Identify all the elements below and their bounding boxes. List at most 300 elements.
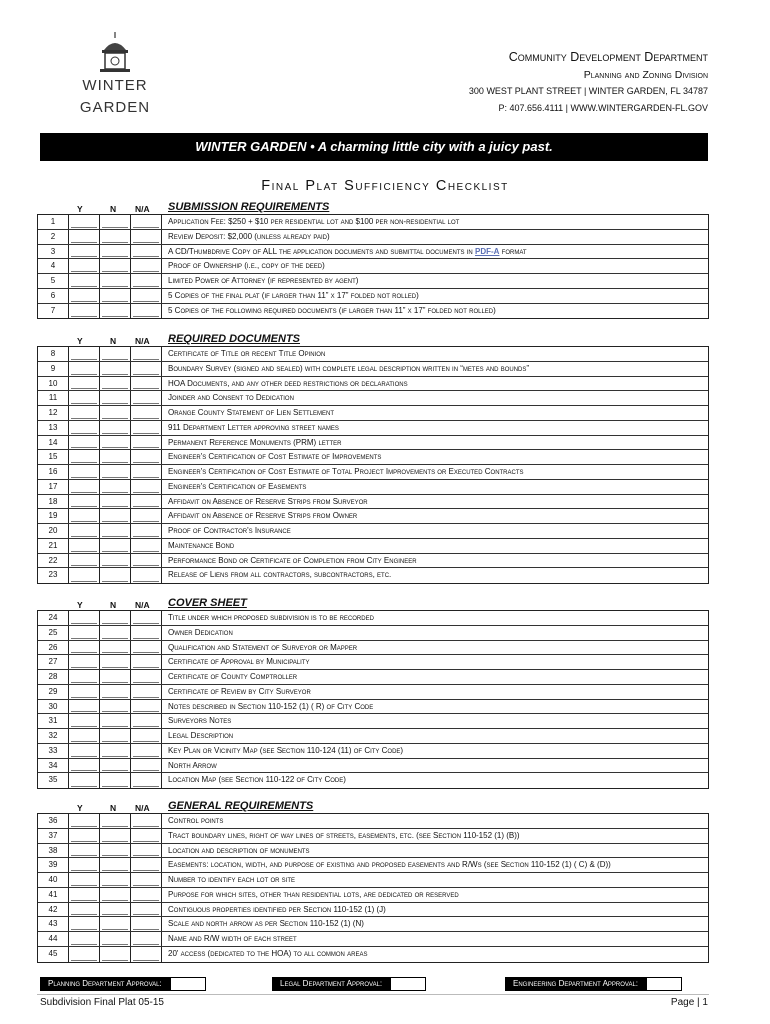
no-checkbox[interactable] <box>100 641 131 655</box>
item-description <box>162 259 708 273</box>
item-description <box>162 274 708 288</box>
no-checkbox[interactable] <box>100 626 131 640</box>
item-number: 20 <box>38 524 69 538</box>
na-checkbox[interactable] <box>131 554 162 568</box>
item-text: 5 Copies of the final plat (if larger than 11” x 17” folded not rolled) <box>168 290 419 300</box>
no-checkbox[interactable] <box>100 903 131 917</box>
no-checkbox[interactable] <box>100 947 131 962</box>
na-checkbox[interactable] <box>131 377 162 391</box>
item-text: 20' access (dedicated to the HOA) to all common areas <box>168 948 368 958</box>
check-line <box>71 726 97 727</box>
na-checkbox[interactable] <box>131 873 162 887</box>
checklist-row <box>38 524 708 539</box>
item-number: 14 <box>38 436 69 450</box>
yes-checkbox[interactable] <box>69 873 100 887</box>
yes-checkbox[interactable] <box>69 554 100 568</box>
no-checkbox[interactable] <box>100 829 131 843</box>
checklist-row <box>38 436 708 451</box>
no-checkbox[interactable] <box>100 480 131 494</box>
item-number: 11 <box>38 391 69 405</box>
check-line <box>133 870 159 871</box>
checklist-row <box>38 917 708 932</box>
check-line <box>102 506 128 507</box>
item-description <box>162 524 708 538</box>
winter-garden-logo <box>80 28 150 120</box>
no-checkbox[interactable] <box>100 744 131 758</box>
no-checkbox[interactable] <box>100 289 131 303</box>
no-checkbox[interactable] <box>100 436 131 450</box>
na-checkbox[interactable] <box>131 655 162 669</box>
check-line <box>133 271 159 272</box>
check-line <box>133 316 159 317</box>
check-line <box>133 914 159 915</box>
yes-checkbox[interactable] <box>69 611 100 625</box>
no-checkbox[interactable] <box>100 391 131 405</box>
yes-checkbox[interactable] <box>69 947 100 962</box>
check-line <box>102 271 128 272</box>
item-description <box>162 611 708 625</box>
na-checkbox[interactable] <box>131 814 162 828</box>
division-name: Planning and Zoning Division <box>583 69 708 81</box>
na-checkbox[interactable] <box>131 289 162 303</box>
na-checkbox[interactable] <box>131 436 162 450</box>
na-checkbox[interactable] <box>131 626 162 640</box>
checklist-row <box>38 873 708 888</box>
yes-checkbox[interactable] <box>69 539 100 553</box>
pdf-a-link[interactable]: PDF-A <box>474 246 500 256</box>
planning-approval-box[interactable] <box>170 977 206 991</box>
na-checkbox[interactable] <box>131 274 162 288</box>
check-line <box>71 403 97 404</box>
check-line <box>71 944 97 945</box>
checklist-row <box>38 932 708 947</box>
item-text: Surveyors Notes <box>168 716 232 726</box>
check-line <box>102 841 128 842</box>
yes-checkbox[interactable] <box>69 274 100 288</box>
check-line <box>133 227 159 228</box>
checklist-table <box>37 813 709 963</box>
item-text: Control points <box>168 816 224 825</box>
yes-checkbox[interactable] <box>69 495 100 509</box>
na-checkbox[interactable] <box>131 829 162 843</box>
na-checkbox[interactable] <box>131 524 162 538</box>
item-number: 16 <box>38 465 69 479</box>
check-line <box>102 492 128 493</box>
no-checkbox[interactable] <box>100 259 131 273</box>
engineering-approval-label: Engineering Department Approval: <box>505 977 646 991</box>
check-line <box>133 756 159 757</box>
item-description <box>162 626 708 640</box>
check-line <box>102 536 128 537</box>
checklist-row <box>38 304 708 319</box>
check-line <box>102 870 128 871</box>
item-number: 26 <box>38 641 69 655</box>
na-checkbox[interactable] <box>131 230 162 244</box>
na-checkbox[interactable] <box>131 465 162 479</box>
checklist-row <box>38 495 708 510</box>
yes-checkbox[interactable] <box>69 362 100 376</box>
check-line <box>71 885 97 886</box>
checklist-row <box>38 465 708 480</box>
column-header-n: N <box>110 336 117 346</box>
item-number: 25 <box>38 626 69 640</box>
checklist-row <box>38 626 708 641</box>
no-checkbox[interactable] <box>100 245 131 259</box>
check-line <box>102 581 128 582</box>
contact-info: P: 407.656.4111 | WWW.WINTERGARDEN-FL.GOV <box>498 103 708 113</box>
na-checkbox[interactable] <box>131 215 162 229</box>
check-line <box>133 900 159 901</box>
check-line <box>102 623 128 624</box>
no-checkbox[interactable] <box>100 670 131 684</box>
no-checkbox[interactable] <box>100 729 131 743</box>
check-line <box>71 462 97 463</box>
logo-line2: GARDEN <box>80 99 150 116</box>
item-number: 39 <box>38 858 69 872</box>
item-description <box>162 729 708 743</box>
check-line <box>102 286 128 287</box>
yes-checkbox[interactable] <box>69 773 100 788</box>
na-checkbox[interactable] <box>131 641 162 655</box>
item-text: Title under which proposed subdivision is to be recorded <box>168 613 374 622</box>
legal-approval-label: Legal Department Approval: <box>272 977 390 991</box>
item-number: 22 <box>38 554 69 568</box>
na-checkbox[interactable] <box>131 495 162 509</box>
item-number: 7 <box>38 304 69 319</box>
checklist-row <box>38 714 708 729</box>
check-line <box>71 638 97 639</box>
item-text: 911 Department Letter approving street names <box>168 422 339 432</box>
yes-checkbox[interactable] <box>69 685 100 699</box>
item-text: A CD/Thumbdrive Copy of ALL the application documents and submittal documents in <box>168 246 473 256</box>
check-line <box>71 786 97 787</box>
yes-checkbox[interactable] <box>69 888 100 902</box>
na-checkbox[interactable] <box>131 450 162 464</box>
yes-checkbox[interactable] <box>69 568 100 583</box>
na-checkbox[interactable] <box>131 539 162 553</box>
no-checkbox[interactable] <box>100 524 131 538</box>
item-description <box>162 917 708 931</box>
item-number: 30 <box>38 700 69 714</box>
no-checkbox[interactable] <box>100 773 131 788</box>
check-line <box>133 418 159 419</box>
item-text: Scale and north arrow as per Section 110-152 (1) (N) <box>168 919 364 929</box>
yes-checkbox[interactable] <box>69 700 100 714</box>
check-line <box>133 638 159 639</box>
yes-checkbox[interactable] <box>69 259 100 273</box>
check-line <box>133 652 159 653</box>
yes-checkbox[interactable] <box>69 932 100 946</box>
check-line <box>71 565 97 566</box>
check-line <box>71 227 97 228</box>
engineering-approval-box[interactable] <box>646 977 682 991</box>
check-line <box>133 536 159 537</box>
item-number: 31 <box>38 714 69 728</box>
na-checkbox[interactable] <box>131 888 162 902</box>
na-checkbox[interactable] <box>131 700 162 714</box>
yes-checkbox[interactable] <box>69 858 100 872</box>
yes-checkbox[interactable] <box>69 917 100 931</box>
item-number: 6 <box>38 289 69 303</box>
check-line <box>133 388 159 389</box>
check-line <box>133 403 159 404</box>
no-checkbox[interactable] <box>100 465 131 479</box>
column-header-y: Y <box>77 204 83 214</box>
item-text: Number to identify each lot or site <box>168 875 296 884</box>
no-checkbox[interactable] <box>100 215 131 229</box>
column-header-y: Y <box>77 600 83 610</box>
yes-checkbox[interactable] <box>69 759 100 773</box>
no-checkbox[interactable] <box>100 406 131 420</box>
check-line <box>71 855 97 856</box>
checklist-row <box>38 814 708 829</box>
check-line <box>102 551 128 552</box>
yes-checkbox[interactable] <box>69 714 100 728</box>
yes-checkbox[interactable] <box>69 465 100 479</box>
no-checkbox[interactable] <box>100 539 131 553</box>
item-number: 35 <box>38 773 69 788</box>
yes-checkbox[interactable] <box>69 524 100 538</box>
item-description <box>162 347 708 361</box>
item-description <box>162 829 708 843</box>
check-line <box>133 944 159 945</box>
no-checkbox[interactable] <box>100 814 131 828</box>
check-line <box>102 929 128 930</box>
na-checkbox[interactable] <box>131 744 162 758</box>
column-header-n: N <box>110 204 117 214</box>
item-text: Boundary Survey (signed and sealed) with complete legal description written in “metes and bounds” <box>168 363 530 373</box>
na-checkbox[interactable] <box>131 714 162 728</box>
check-line <box>133 770 159 771</box>
na-checkbox[interactable] <box>131 903 162 917</box>
item-number: 2 <box>38 230 69 244</box>
no-checkbox[interactable] <box>100 347 131 361</box>
no-checkbox[interactable] <box>100 568 131 583</box>
item-number: 33 <box>38 744 69 758</box>
item-description <box>162 304 708 319</box>
column-header-y: Y <box>77 803 83 813</box>
check-line <box>102 388 128 389</box>
na-checkbox[interactable] <box>131 245 162 259</box>
na-checkbox[interactable] <box>131 773 162 788</box>
yes-checkbox[interactable] <box>69 245 100 259</box>
item-description <box>162 814 708 828</box>
no-checkbox[interactable] <box>100 377 131 391</box>
no-checkbox[interactable] <box>100 888 131 902</box>
yes-checkbox[interactable] <box>69 844 100 858</box>
na-checkbox[interactable] <box>131 347 162 361</box>
no-checkbox[interactable] <box>100 611 131 625</box>
check-line <box>133 682 159 683</box>
yes-checkbox[interactable] <box>69 289 100 303</box>
item-number: 4 <box>38 259 69 273</box>
check-line <box>102 652 128 653</box>
no-checkbox[interactable] <box>100 495 131 509</box>
item-description <box>162 554 708 568</box>
page-title: Final Plat Sufficiency Checklist <box>261 178 509 194</box>
na-checkbox[interactable] <box>131 917 162 931</box>
na-checkbox[interactable] <box>131 685 162 699</box>
no-checkbox[interactable] <box>100 685 131 699</box>
yes-checkbox[interactable] <box>69 829 100 843</box>
yes-checkbox[interactable] <box>69 626 100 640</box>
item-description <box>162 700 708 714</box>
yes-checkbox[interactable] <box>69 391 100 405</box>
check-line <box>133 565 159 566</box>
check-line <box>71 900 97 901</box>
no-checkbox[interactable] <box>100 700 131 714</box>
yes-checkbox[interactable] <box>69 744 100 758</box>
na-checkbox[interactable] <box>131 259 162 273</box>
check-line <box>71 506 97 507</box>
no-checkbox[interactable] <box>100 932 131 946</box>
check-line <box>133 667 159 668</box>
no-checkbox[interactable] <box>100 230 131 244</box>
no-checkbox[interactable] <box>100 554 131 568</box>
check-line <box>71 756 97 757</box>
no-checkbox[interactable] <box>100 759 131 773</box>
yes-checkbox[interactable] <box>69 406 100 420</box>
item-number: 3 <box>38 245 69 259</box>
checklist-row <box>38 844 708 859</box>
checklist-row <box>38 700 708 715</box>
na-checkbox[interactable] <box>131 568 162 583</box>
item-text: Release of Liens from all contractors, subcontractors, etc. <box>168 570 392 580</box>
checklist-row <box>38 230 708 245</box>
yes-checkbox[interactable] <box>69 655 100 669</box>
na-checkbox[interactable] <box>131 858 162 872</box>
yes-checkbox[interactable] <box>69 729 100 743</box>
na-checkbox[interactable] <box>131 611 162 625</box>
yes-checkbox[interactable] <box>69 670 100 684</box>
yes-checkbox[interactable] <box>69 421 100 435</box>
na-checkbox[interactable] <box>131 391 162 405</box>
no-checkbox[interactable] <box>100 858 131 872</box>
check-line <box>102 242 128 243</box>
check-line <box>102 565 128 566</box>
yes-checkbox[interactable] <box>69 450 100 464</box>
check-line <box>71 581 97 582</box>
item-number: 28 <box>38 670 69 684</box>
no-checkbox[interactable] <box>100 873 131 887</box>
no-checkbox[interactable] <box>100 421 131 435</box>
no-checkbox[interactable] <box>100 714 131 728</box>
check-line <box>102 374 128 375</box>
item-description <box>162 888 708 902</box>
na-checkbox[interactable] <box>131 947 162 962</box>
no-checkbox[interactable] <box>100 509 131 523</box>
check-line <box>133 697 159 698</box>
check-line <box>102 462 128 463</box>
check-line <box>71 960 97 961</box>
na-checkbox[interactable] <box>131 729 162 743</box>
na-checkbox[interactable] <box>131 480 162 494</box>
no-checkbox[interactable] <box>100 274 131 288</box>
check-line <box>71 418 97 419</box>
item-text: Affidavit on Absence of Reserve Strips from Surveyor <box>168 496 368 506</box>
no-checkbox[interactable] <box>100 304 131 319</box>
check-line <box>133 506 159 507</box>
yes-checkbox[interactable] <box>69 641 100 655</box>
checklist-table <box>37 346 709 584</box>
checklist-row <box>38 611 708 626</box>
item-text: Certificate of Title or recent Title Opinion <box>168 349 326 358</box>
yes-checkbox[interactable] <box>69 215 100 229</box>
checklist-row <box>38 685 708 700</box>
yes-checkbox[interactable] <box>69 903 100 917</box>
section-heading: GENERAL REQUIREMENTS <box>168 800 314 812</box>
yes-checkbox[interactable] <box>69 230 100 244</box>
na-checkbox[interactable] <box>131 670 162 684</box>
item-number: 15 <box>38 450 69 464</box>
no-checkbox[interactable] <box>100 844 131 858</box>
check-line <box>102 403 128 404</box>
no-checkbox[interactable] <box>100 655 131 669</box>
check-line <box>102 900 128 901</box>
section-heading: SUBMISSION REQUIREMENTS <box>168 201 330 213</box>
na-checkbox[interactable] <box>131 362 162 376</box>
item-text: Contiguous properties identified per Section 110-152 (1) (J) <box>168 904 386 914</box>
item-number: 37 <box>38 829 69 843</box>
item-text: Legal Description <box>168 731 234 740</box>
na-checkbox[interactable] <box>131 406 162 420</box>
item-number: 34 <box>38 759 69 773</box>
yes-checkbox[interactable] <box>69 480 100 494</box>
check-line <box>102 786 128 787</box>
item-text: Purpose for which sites, other than residential lots, are dedicated or reserved <box>168 889 459 899</box>
item-number: 32 <box>38 729 69 743</box>
no-checkbox[interactable] <box>100 917 131 931</box>
no-checkbox[interactable] <box>100 362 131 376</box>
na-checkbox[interactable] <box>131 844 162 858</box>
item-description <box>162 509 708 523</box>
item-text: Proof of Ownership (i.e., copy of the deed) <box>168 261 325 271</box>
item-text: Orange County Statement of Lien Settlement <box>168 408 335 417</box>
yes-checkbox[interactable] <box>69 436 100 450</box>
na-checkbox[interactable] <box>131 304 162 319</box>
item-text: Name and R/W width of each street <box>168 934 297 943</box>
checklist-row <box>38 829 708 844</box>
yes-checkbox[interactable] <box>69 814 100 828</box>
check-line <box>71 256 97 257</box>
check-line <box>71 388 97 389</box>
yes-checkbox[interactable] <box>69 347 100 361</box>
item-description <box>162 495 708 509</box>
check-line <box>102 447 128 448</box>
check-line <box>133 885 159 886</box>
yes-checkbox[interactable] <box>69 377 100 391</box>
item-description <box>162 568 708 583</box>
item-text: Certificate of Review by City Surveyor <box>168 686 311 696</box>
check-line <box>133 960 159 961</box>
item-number: 19 <box>38 509 69 523</box>
item-number: 17 <box>38 480 69 494</box>
yes-checkbox[interactable] <box>69 509 100 523</box>
na-checkbox[interactable] <box>131 932 162 946</box>
checklist-row <box>38 450 708 465</box>
item-text: Certificate of County Comptroller <box>168 672 298 681</box>
na-checkbox[interactable] <box>131 509 162 523</box>
na-checkbox[interactable] <box>131 421 162 435</box>
checklist-row <box>38 480 708 495</box>
item-number: 8 <box>38 347 69 361</box>
legal-approval-box[interactable] <box>390 977 426 991</box>
na-checkbox[interactable] <box>131 759 162 773</box>
no-checkbox[interactable] <box>100 450 131 464</box>
footer-divider <box>37 994 709 995</box>
item-number: 42 <box>38 903 69 917</box>
yes-checkbox[interactable] <box>69 304 100 319</box>
